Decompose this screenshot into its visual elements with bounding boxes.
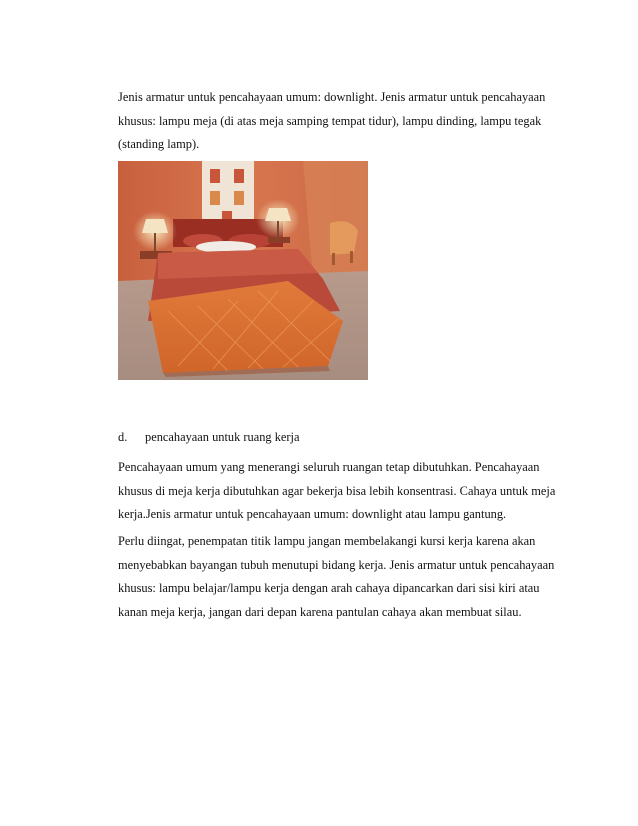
general-lighting-paragraph: Pencahayaan umum yang menerangi seluruh ruangan tetap dibutuhkan. Pencahayaan khusus di meja kerja dibutuhkan agar bekerja bisa lebih konsentrasi. Cahaya untuk meja kerja.Jenis armatur untuk pencahayaan umum: downlight atau lampu gantung. <box>118 460 556 521</box>
bedroom-photo <box>118 161 368 380</box>
section-heading <box>118 426 558 450</box>
note-paragraph: Perlu diingat, penempatan titik lampu jangan membelakangi kursi kerja karena akan menyebabkan bayangan tubuh menutupi bidang kerja. Jenis armatur untuk pencahayaan khusus: lampu belajar/lampu kerja dengan arah cahaya dipancarkan dari sisi kiri atau kanan meja kerja, jangan dari depan karena pantulan cahaya akan membuat silau. <box>118 534 555 619</box>
section-title: pencahayaan untuk ruang kerja <box>145 430 300 444</box>
intro-paragraph: Jenis armatur untuk pencahayaan umum: downlight. Jenis armatur untuk pencahayaan khusus: lampu meja (di atas meja samping tempat tidur), lampu dinding, lampu tegak (standing lamp). <box>118 90 546 151</box>
section-marker: d. <box>118 430 128 444</box>
